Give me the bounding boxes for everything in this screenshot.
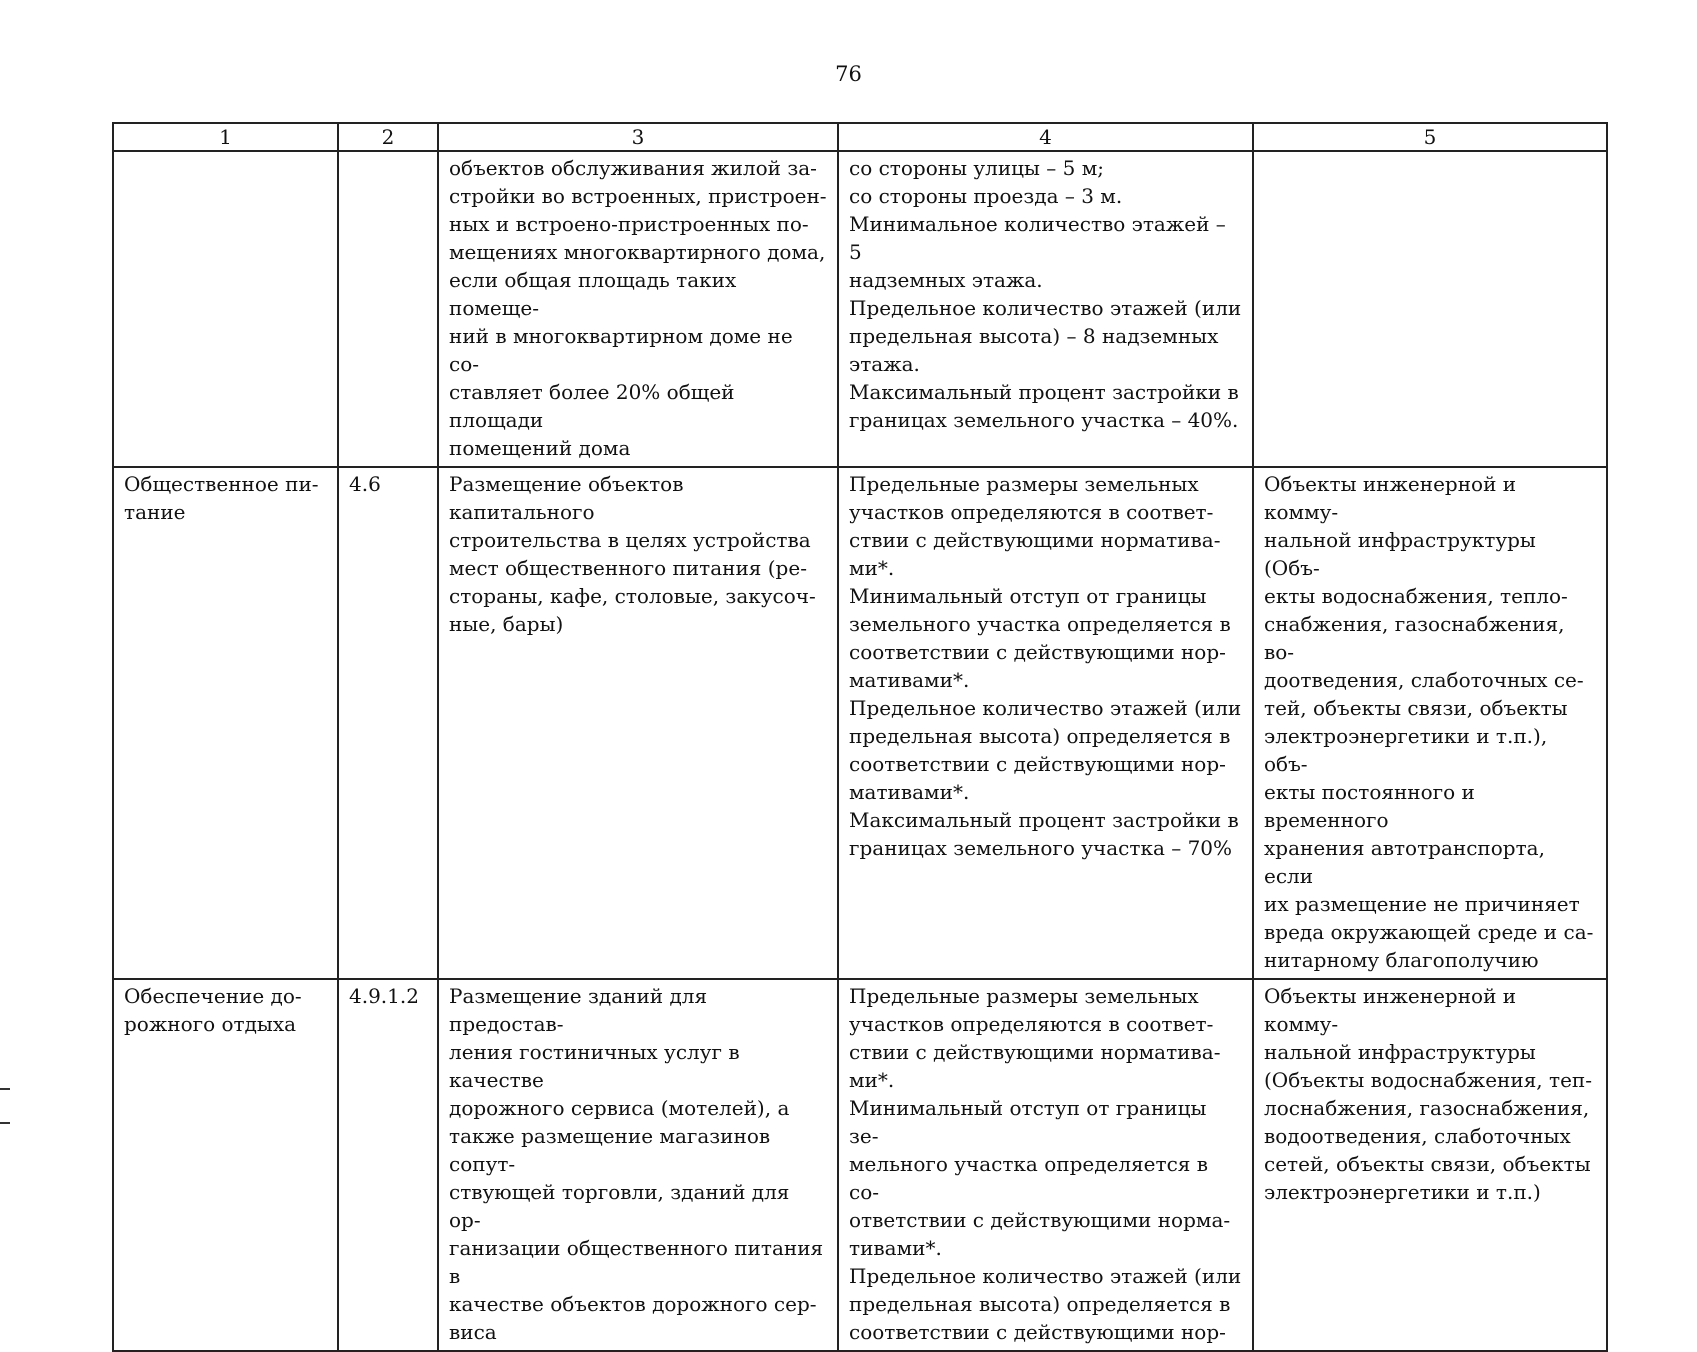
header-col-3: 3 xyxy=(438,123,838,151)
header-col-4: 4 xyxy=(838,123,1253,151)
auxiliary-uses: Объекты инженерной и комму- нальной инфраструктуры (Объ- екты водоснабжения, тепло- снабжения, газоснабжения, во- доотведения, слаботочных се- тей, объекты связи, объекты электроэнергетики и т.п.), объ- екты постоянного и временного хранения автотранспорта, если их размещение не причиняет вреда окружающей среде и са- нитарному благополучию xyxy=(1264,472,1594,972)
use-name: Общественное пи- тание xyxy=(124,472,319,524)
table-row xyxy=(113,979,1607,1351)
table-row xyxy=(113,467,1607,979)
scan-edge-mark xyxy=(0,1088,10,1090)
description-cell xyxy=(438,979,838,1351)
use-name-cell xyxy=(113,151,338,467)
auxiliary-uses: Объекты инженерной и комму- нальной инфраструктуры (Объекты водоснабжения, теп- лоснабжения, газоснабжения, водоотведения, слаботочных сетей, объекты связи, объекты электроэнергетики и т.п.) xyxy=(1264,984,1593,1204)
header-col-2: 2 xyxy=(338,123,438,151)
header-col-1: 1 xyxy=(113,123,338,151)
use-code-cell xyxy=(338,151,438,467)
page-number: 76 xyxy=(835,62,862,86)
parameters-cell xyxy=(838,979,1253,1351)
description-cell xyxy=(438,467,838,979)
scan-edge-mark xyxy=(0,1122,10,1124)
use-code-cell xyxy=(338,979,438,1351)
use-description: Размещение зданий для предостав- ления гостиничных услуг в качестве дорожного сервиса (мотелей), а также размещение магазинов сопут- ствующей торговли, зданий для ор- ганизации общественного питания в качестве объектов дорожного сер- виса xyxy=(449,984,824,1344)
use-parameters: со стороны улицы – 5 м; со стороны проезда – 3 м. Минимальное количество этажей – 5 надземных этажа. Предельное количество этажей (или предельная высота) – 8 надземных этажа. Максимальный процент застройки в границах земельного участка – 40%. xyxy=(849,156,1242,432)
use-name-cell xyxy=(113,979,338,1351)
use-description: объектов обслуживания жилой за- стройки во встроенных, пристроен- ных и встроено-пристроенных по- мещениях многоквартирного дома, если общая площадь таких помеще- ний в многоквартирном доме не со- ставляет более 20% общей площади помещений дома xyxy=(449,156,827,460)
use-parameters: Предельные размеры земельных участков определяются в соответ- ствии с действующими норматива- ми*. Минимальный отступ от границы земельного участка определяется в соответствии с действующими нор- мативами*. Предельное количество этажей (или предельная высота) определяется в соответствии с действующими нор- мативами*. Максимальный процент застройки в границах земельного участка – 70% xyxy=(849,472,1242,860)
use-name-cell xyxy=(113,467,338,979)
table-row xyxy=(113,151,1607,467)
header-row xyxy=(113,123,1607,151)
header-col-5: 5 xyxy=(1253,123,1607,151)
use-code-cell xyxy=(338,467,438,979)
use-parameters: Предельные размеры земельных участков определяются в соответ- ствии с действующими норматива- ми*. Минимальный отступ от границы зе- мельного участка определяется в со- ответствии с действующими норма- тивами*. Предельное количество этажей (или предельная высота) определяется в соответствии с действующими нор- xyxy=(849,984,1242,1344)
use-description: Размещение объектов капитального строительства в целях устройства мест общественного питания (ре- стораны, кафе, столовые, закусоч- ные, бары) xyxy=(449,472,816,636)
description-cell xyxy=(438,151,838,467)
auxiliary-cell xyxy=(1253,979,1607,1351)
auxiliary-cell xyxy=(1253,151,1607,467)
use-name: Обеспечение до- рожного отдыха xyxy=(124,984,302,1036)
land-use-table xyxy=(112,122,1608,1352)
auxiliary-cell xyxy=(1253,467,1607,979)
parameters-cell xyxy=(838,467,1253,979)
use-code: 4.9.1.2 xyxy=(349,984,419,1008)
parameters-cell xyxy=(838,151,1253,467)
use-code: 4.6 xyxy=(349,472,381,496)
